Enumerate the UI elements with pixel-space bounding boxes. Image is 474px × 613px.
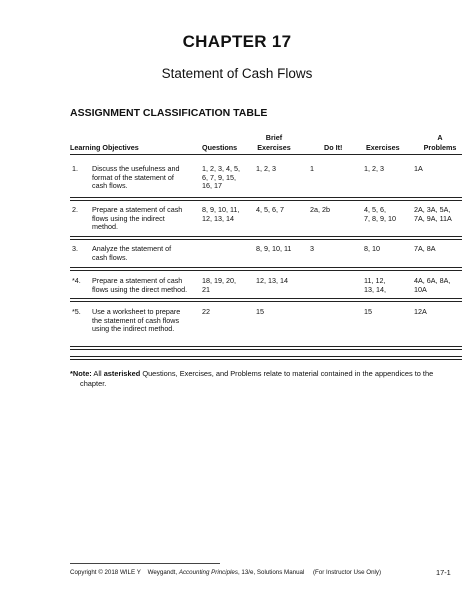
problems-cell-line: 2A, 3A, 5A, [414,205,451,214]
problems-cell [414,245,436,254]
brief-exercises-cell [256,245,291,254]
exercises-cell [364,206,396,223]
objective-text-line: Use a worksheet to prepare [92,307,181,316]
chapter-subtitle: Statement of Cash Flows [161,66,313,81]
row-divider [70,349,462,350]
do-it-cell-line: 2a, 2b [310,205,330,214]
objective-text-line: Discuss the usefulness and [92,164,180,173]
objective-text [92,308,180,334]
problems-cell-line: 1A [414,164,423,173]
header-a: A [437,133,443,142]
objective-text [92,165,180,191]
questions-cell-line: 22 [202,307,210,316]
objective-number-line: 1. [72,164,78,173]
questions-cell-line: 12, 13, 14 [202,213,234,223]
questions-cell-line: 21 [202,284,210,294]
row-divider [70,267,462,268]
header-problems: Problems [423,143,457,152]
table-title: ASSIGNMENT CLASSIFICATION TABLE [70,107,268,119]
do-it-cell-line: 1 [310,164,314,173]
objective-text-line: Prepare a statement of cash [92,205,183,214]
header-learning-objectives: Learning Objectives [70,143,139,152]
problems-cell-line: 7A, 9A, 11A [414,213,452,223]
assignment-note [70,369,462,388]
exercises-cell-line: 11, 12, [364,276,386,285]
note-bold-word: asterisked [103,369,141,378]
header-do-it: Do It! [324,143,343,152]
row-divider [70,200,462,201]
questions-cell [202,206,239,223]
chapter-title: CHAPTER 17 [182,32,292,51]
brief-exercises-cell [256,308,264,317]
objective-number [72,308,81,317]
questions-cell [202,308,210,317]
questions-cell-line: 8, 9, 10, 11, [202,205,240,214]
do-it-cell [310,165,314,174]
note-text-continued: chapter. [80,378,107,388]
problems-cell-line: 12A [414,307,427,316]
questions-cell-line: 1, 2, 3, 4, 5, [202,164,240,173]
objective-text-line: method. [92,222,118,232]
objective-number-line: *4. [72,276,81,285]
row-divider [70,359,462,360]
row-divider [70,298,462,299]
objective-number [72,245,78,254]
exercises-cell [364,277,386,294]
brief-exercises-cell-line: 4, 5, 6, 7 [256,205,284,214]
problems-cell [414,206,452,223]
row-divider [70,239,462,240]
note-label: *Note: [70,369,92,378]
row-divider [70,236,462,237]
objective-text-line: using the indirect method. [92,324,175,334]
objective-text [92,206,182,232]
header-rule [70,154,462,155]
problems-cell [414,165,423,174]
row-divider [70,197,462,198]
footer-edition: , 13/e, Solutions Manual [237,569,305,576]
row-divider [70,270,462,271]
footer-usage: (For Instructor Use Only) [312,569,382,576]
brief-exercises-cell [256,165,276,174]
objective-text-line: cash flows. [92,252,128,262]
objective-number [72,277,81,286]
footer-book-title: Accounting Principles [178,569,238,576]
do-it-cell [310,245,314,254]
brief-exercises-cell-line: 12, 13, 14 [256,276,288,285]
objective-text-line: Prepare a statement of cash [92,276,183,285]
problems-cell [414,308,427,317]
brief-exercises-cell-line: 8, 9, 10, 11 [256,244,292,253]
note-text: Questions, Exercises, and Problems relate to material contained in the appendices to the [140,369,434,378]
problems-cell-line: 7A, 8A [414,244,436,253]
brief-exercises-cell [256,277,288,286]
questions-cell [202,277,236,294]
brief-exercises-cell-line: 1, 2, 3 [256,164,276,173]
objective-number [72,165,78,174]
row-divider [70,346,462,347]
do-it-cell [310,206,330,215]
objective-number-line: *5. [72,307,81,316]
exercises-cell-line: 7, 8, 9, 10 [364,213,396,223]
row-divider [70,356,462,357]
footer-copyright: Copyright © 2018 WILE Y [70,569,141,576]
objective-text-line: Analyze the statement of [92,244,172,253]
footer-authors: Weygandt, [147,569,178,576]
exercises-cell [364,245,380,254]
objective-text-line: flows using the direct method. [92,284,188,294]
page-number: 17-1 [436,568,451,577]
brief-exercises-cell [256,206,284,215]
exercises-cell-line: 8, 10 [364,244,380,253]
problems-cell-line: 10A [414,284,427,294]
page-footer [70,569,381,576]
objective-text-line: the statement of cash flows [92,315,180,325]
questions-cell-line: 6, 7, 9, 15, [202,172,236,182]
objective-text [92,245,171,262]
questions-cell [202,165,240,191]
objective-number-line: 3. [72,244,78,253]
do-it-cell-line: 3 [310,244,314,253]
objective-text-line: cash flows. [92,181,128,191]
exercises-cell [364,165,384,174]
exercises-cell-line: 4, 5, 6, [364,205,386,214]
objective-number [72,206,78,215]
header-questions: Questions [202,143,238,152]
header-brief: Brief [265,133,283,142]
objective-text-line: format of the statement of [92,172,174,182]
row-divider [70,301,462,302]
objective-number-line: 2. [72,205,78,214]
note-pre: All [91,369,104,378]
header-brief-exercises: Exercises [257,143,291,152]
problems-cell [414,277,450,294]
questions-cell-line: 18, 19, 20, [202,276,236,285]
brief-exercises-cell-line: 15 [256,307,264,316]
exercises-cell [364,308,372,317]
exercises-cell-line: 1, 2, 3 [364,164,384,173]
footer-rule [70,563,220,564]
exercises-cell-line: 13, 14, [364,284,386,294]
problems-cell-line: 4A, 6A, 8A, [414,276,451,285]
exercises-cell-line: 15 [364,307,372,316]
header-exercises: Exercises [366,143,400,152]
objective-text [92,277,187,294]
objective-text-line: flows using the indirect [92,213,165,223]
questions-cell-line: 16, 17 [202,181,222,191]
